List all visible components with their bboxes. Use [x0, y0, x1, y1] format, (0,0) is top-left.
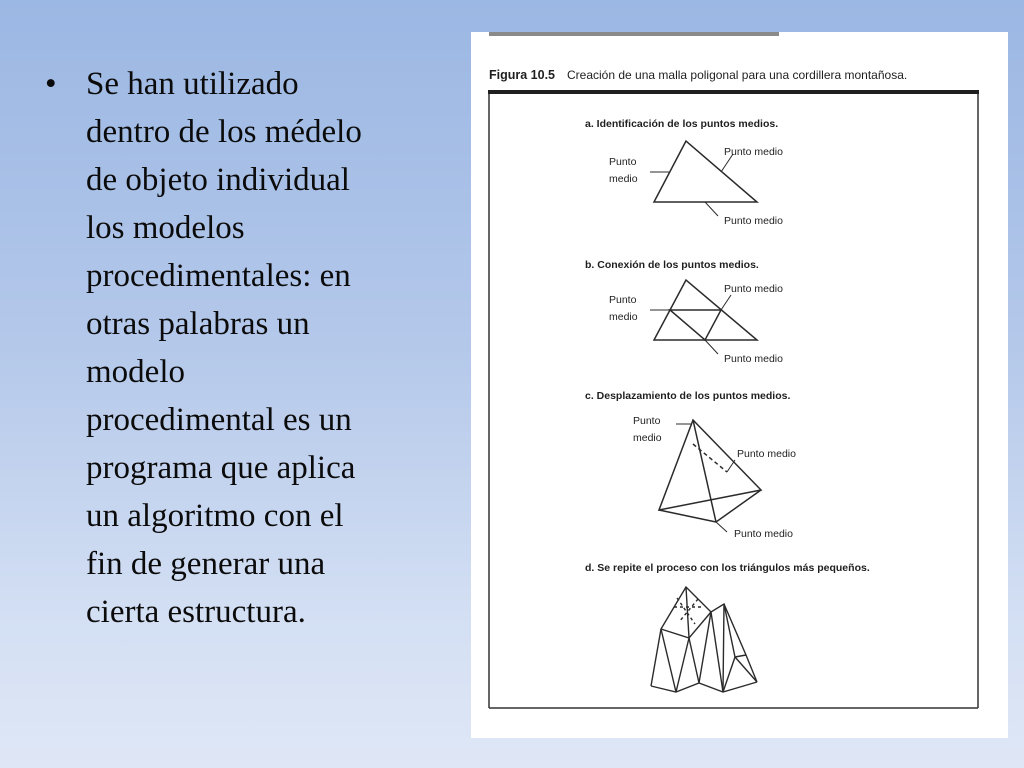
panel-a-label-top: Punto medio — [724, 146, 783, 158]
panel-d — [585, 562, 870, 692]
panel-c-title: c. Desplazamiento de los puntos medios. — [585, 390, 791, 402]
bullet-line: programa que aplica — [86, 450, 356, 486]
figure-drawing — [471, 32, 1008, 738]
panel-b-label-top: Punto medio — [724, 283, 783, 295]
panel-a-leader-bottom — [705, 202, 718, 216]
panel-c — [585, 390, 796, 540]
panel-d-mesh — [651, 587, 757, 692]
panel-b-leader-bottom — [705, 340, 718, 354]
panel-a-label-left-1: Punto — [609, 156, 637, 168]
panel-d-title: d. Se repite el proceso con los triángulos más pequeños. — [585, 562, 870, 574]
figure-number: Figura 10.5 — [489, 68, 555, 82]
panel-c-label-left-1: Punto — [633, 415, 661, 427]
bullet-line: dentro de los médelo — [86, 114, 362, 150]
panel-c-label-bottom: Punto medio — [734, 528, 793, 540]
bullet-line: de objeto individual — [86, 162, 350, 198]
header-rule — [488, 90, 979, 94]
panel-a — [585, 118, 783, 227]
panel-b-leader-top — [721, 295, 731, 310]
bullet-list — [40, 60, 435, 636]
bullet-line: fin de generar una — [86, 546, 326, 582]
cropped-text-remnant — [489, 32, 779, 36]
panel-b-title: b. Conexión de los puntos medios. — [585, 259, 759, 271]
panel-b-label-left-1: Punto — [609, 294, 637, 306]
panel-c-leader-bottom — [716, 522, 727, 532]
bullet-line: procedimentales: en — [86, 258, 351, 294]
panel-a-label-left-2: medio — [609, 173, 638, 185]
bullet-line: los modelos — [86, 210, 245, 246]
bullet-line: Se han utilizado — [86, 66, 299, 102]
bullet-dot-icon: • — [45, 66, 57, 102]
panel-c-hidden-edge — [693, 444, 727, 472]
panel-c-base-left — [659, 510, 716, 522]
figure-caption: Creación de una malla poligonal para una cordillera montañosa. — [567, 68, 908, 82]
panel-a-label-bottom: Punto medio — [724, 215, 783, 227]
panel-b-inner-triangle — [670, 310, 721, 340]
bullet-line: modelo — [86, 354, 185, 390]
panel-a-title: a. Identificación de los puntos medios. — [585, 118, 779, 130]
bullet-item — [45, 60, 435, 636]
panel-c-ridge-line — [693, 420, 716, 522]
figure-image — [471, 32, 1008, 738]
panel-c-leader-top — [727, 460, 735, 472]
bullet-line: procedimental es un — [86, 402, 352, 438]
bullet-line: otras palabras un — [86, 306, 310, 342]
panel-b — [585, 259, 783, 365]
panel-b-label-left-2: medio — [609, 311, 638, 323]
panel-c-label-top: Punto medio — [737, 448, 796, 460]
panel-c-label-left-2: medio — [633, 432, 662, 444]
slide-body-text — [40, 60, 435, 636]
bullet-line: un algoritmo con el — [86, 498, 344, 534]
bullet-line: cierta estructura. — [86, 594, 306, 630]
panel-b-label-bottom: Punto medio — [724, 353, 783, 365]
